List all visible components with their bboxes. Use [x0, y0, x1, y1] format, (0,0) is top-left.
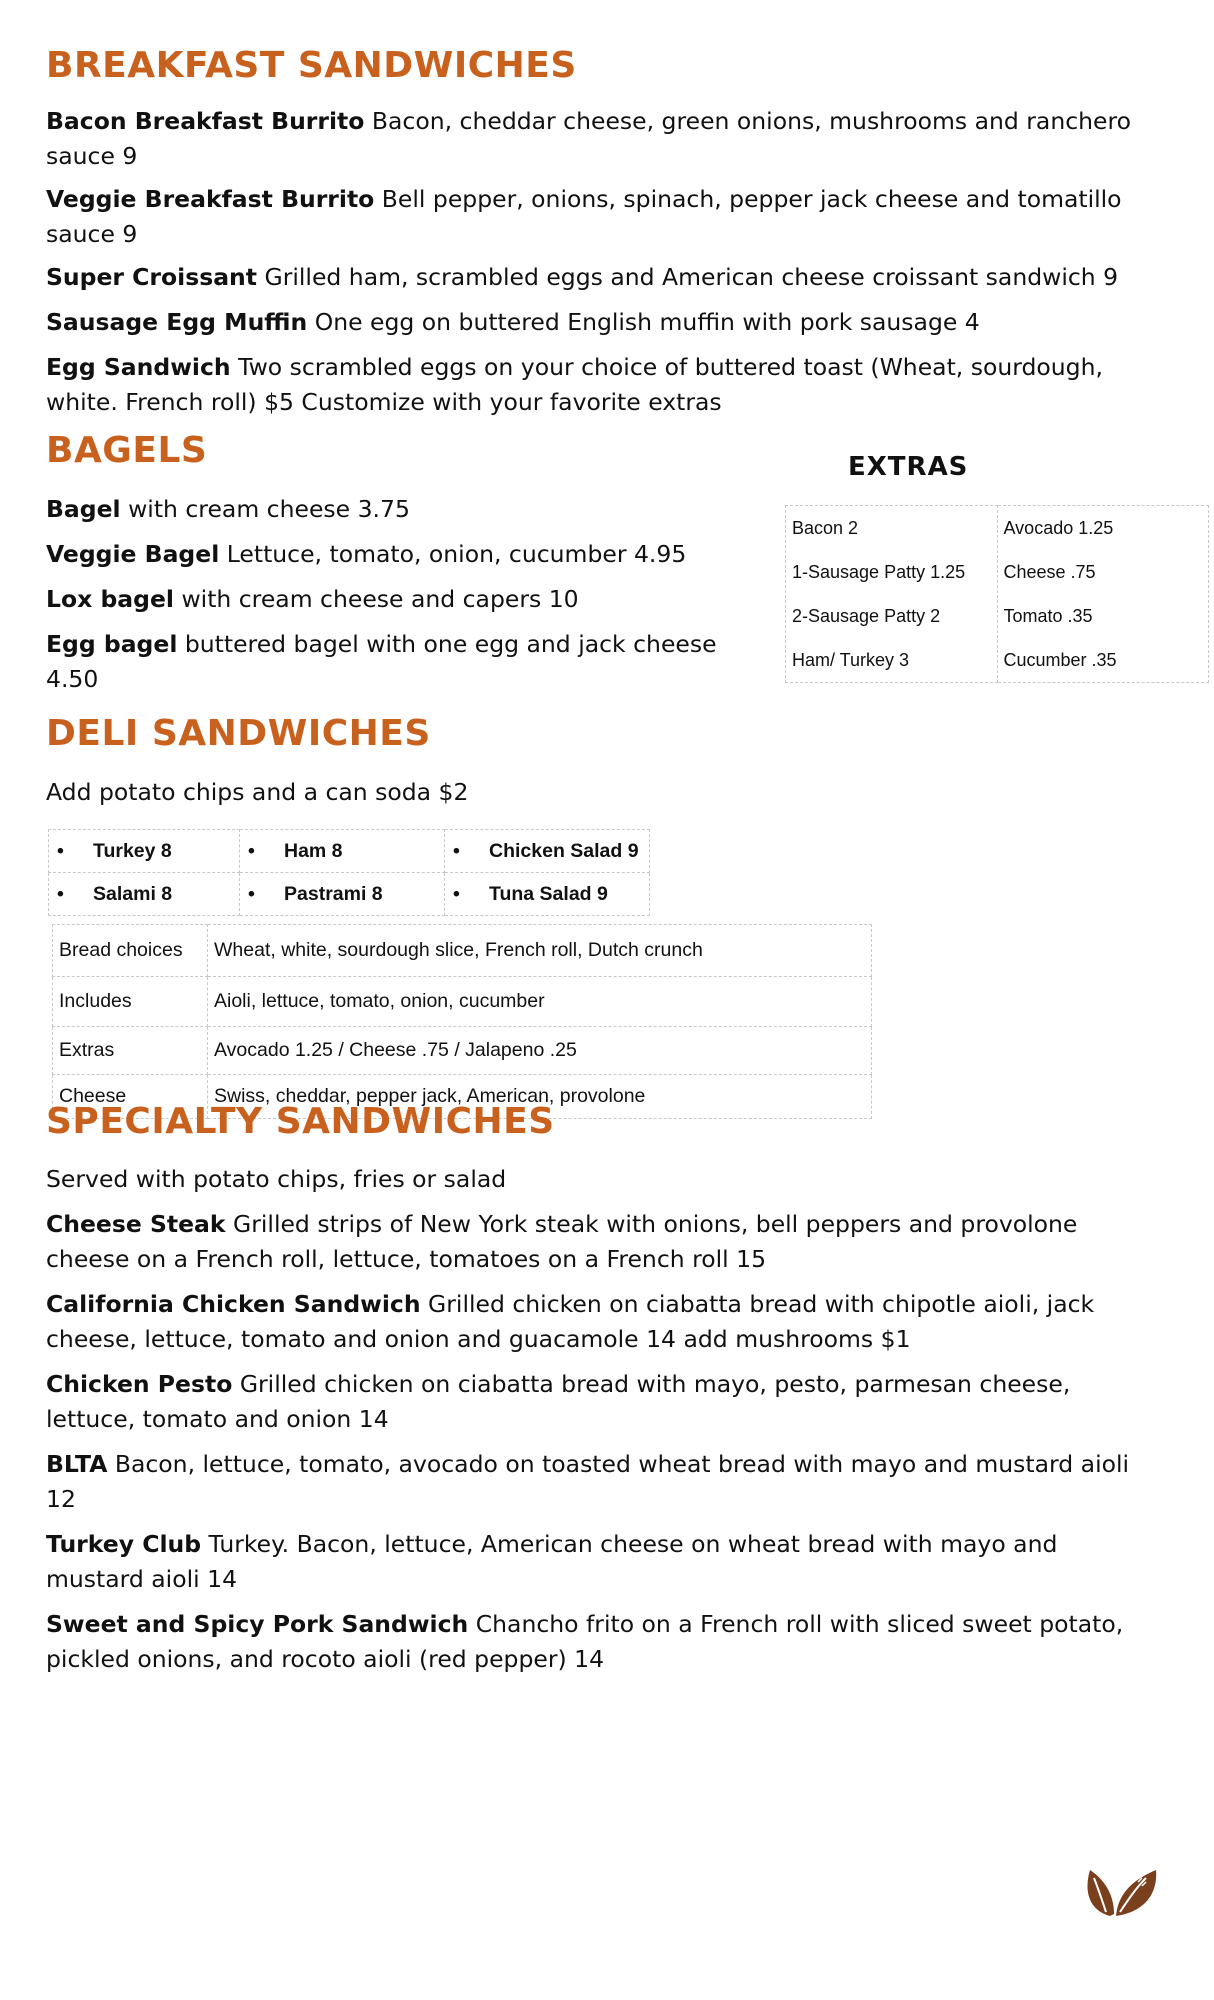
- deli-item: • Ham 8: [240, 830, 445, 873]
- extras-item: 1-Sausage Patty 1.25: [792, 562, 966, 582]
- extras-title: EXTRAS: [848, 452, 969, 482]
- extras-item: Bacon 2: [792, 518, 859, 538]
- info-key: Extras: [53, 1027, 208, 1075]
- extras-item: 2-Sausage Patty 2: [792, 606, 941, 626]
- deli-item: • Salami 8: [49, 873, 240, 916]
- extras-item: Cucumber .35: [1003, 650, 1117, 670]
- extras-column-right: [997, 506, 1209, 683]
- specialty-heading: SPECIALTY SANDWICHES: [46, 1101, 555, 1142]
- menu-item: Bacon Breakfast Burrito Bacon, cheddar cheese, green onions, mushrooms and ranchero sauce 9: [46, 107, 1132, 170]
- info-value: Swiss, cheddar, pepper jack, American, provolone: [208, 1075, 872, 1119]
- menu-item: California Chicken Sandwich Grilled chicken on ciabatta bread with chipotle aioli, jack cheese, lettuce, tomato and onion and guacamole 14 add mushrooms $1: [46, 1290, 1095, 1353]
- menu-item: Veggie Bagel Lettuce, tomato, onion, cucumber 4.95: [46, 540, 687, 568]
- extras-table: [785, 505, 1209, 683]
- menu-item: Super Croissant Grilled ham, scrambled eggs and American cheese croissant sandwich 9: [46, 263, 1119, 291]
- info-key: Bread choices: [53, 925, 208, 977]
- menu-item: Chicken Pesto Grilled chicken on ciabatta bread with mayo, pesto, parmesan cheese, lettuce, tomato and onion 14: [46, 1370, 1071, 1433]
- menu-item: Turkey Club Turkey. Bacon, lettuce, American cheese on wheat bread with mayo and mustard aioli 14: [46, 1530, 1058, 1593]
- menu-item: Lox bagel with cream cheese and capers 10: [46, 585, 579, 613]
- info-value: Avocado 1.25 / Cheese .75 / Jalapeno .25: [208, 1027, 872, 1075]
- menu-item: Sausage Egg Muffin One egg on buttered English muffin with pork sausage 4: [46, 308, 980, 336]
- extras-item: Avocado 1.25: [1003, 518, 1114, 538]
- leaf-fork-logo-icon: [1080, 1860, 1160, 1920]
- menu-item: Egg Sandwich Two scrambled eggs on your choice of buttered toast (Wheat, sourdough, white. French roll) $5 Customize with your favorite extras: [46, 353, 1103, 416]
- menu-item: BLTA Bacon, lettuce, tomato, avocado on toasted wheat bread with mayo and mustard aioli 12: [46, 1450, 1130, 1513]
- bagels-heading: BAGELS: [46, 430, 208, 471]
- breakfast-heading: BREAKFAST SANDWICHES: [46, 45, 577, 86]
- table-row: [53, 977, 872, 1027]
- deli-info-table: [52, 924, 872, 1119]
- deli-note: Add potato chips and a can soda $2: [46, 778, 469, 806]
- deli-item: • Turkey 8: [49, 830, 240, 873]
- info-key: Includes: [53, 977, 208, 1027]
- info-value: Wheat, white, sourdough slice, French roll, Dutch crunch: [208, 925, 872, 977]
- deli-item: • Tuna Salad 9: [445, 873, 650, 916]
- specialty-note: Served with potato chips, fries or salad: [46, 1165, 507, 1193]
- extras-item: Cheese .75: [1003, 562, 1096, 582]
- deli-item: • Chicken Salad 9: [445, 830, 650, 873]
- deli-heading: DELI SANDWICHES: [46, 713, 431, 754]
- extras-column-left: [786, 506, 998, 683]
- deli-item: • Pastrami 8: [240, 873, 445, 916]
- extras-item: Tomato .35: [1003, 606, 1093, 626]
- table-row: [53, 1027, 872, 1075]
- menu-item: Cheese Steak Grilled strips of New York steak with onions, bell peppers and provolone cheese on a French roll, lettuce, tomatoes on a French roll 15: [46, 1210, 1078, 1273]
- deli-sandwich-grid: [48, 829, 650, 916]
- menu-item: Egg bagel buttered bagel with one egg and jack cheese 4.50: [46, 630, 717, 693]
- menu-item: Veggie Breakfast Burrito Bell pepper, onions, spinach, pepper jack cheese and tomatillo sauce 9: [46, 185, 1122, 248]
- extras-item: Ham/ Turkey 3: [792, 650, 910, 670]
- info-key: Cheese: [53, 1075, 208, 1119]
- table-row: [53, 925, 872, 977]
- menu-item: Sweet and Spicy Pork Sandwich Chancho frito on a French roll with sliced sweet potato, pickled onions, and rocoto aioli (red pepper) 14: [46, 1610, 1124, 1673]
- menu-item: Bagel with cream cheese 3.75: [46, 495, 410, 523]
- info-value: Aioli, lettuce, tomato, onion, cucumber: [208, 977, 872, 1027]
